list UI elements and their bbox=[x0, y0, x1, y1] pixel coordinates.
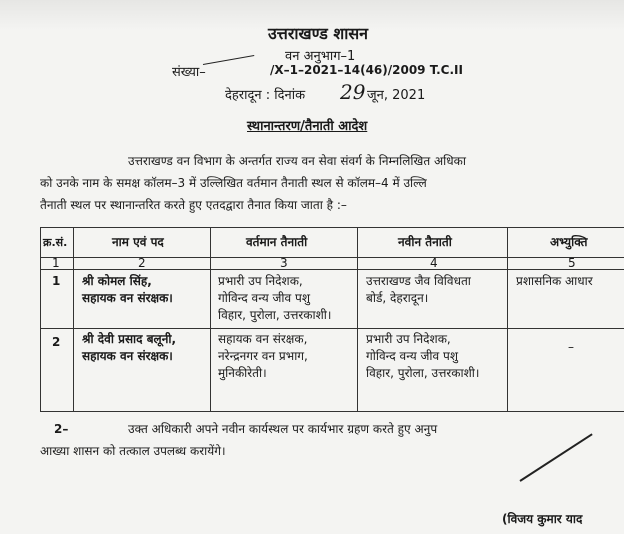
para2-number: 2– bbox=[54, 422, 69, 436]
row2-name: श्री देवी प्रसाद बलूनी, bbox=[82, 332, 177, 346]
number-value: /X–1–2021–14(46)/2009 T.C.II bbox=[270, 63, 463, 77]
intro-line-2: को उनके नाम के समक्ष कॉलम–3 में उल्लिखित वर्तमान तैनाती स्थल से कॉलम–4 में उल्लि bbox=[40, 176, 427, 190]
row1-current-3: विहार, पुरोला, उत्तरकाशी। bbox=[218, 308, 332, 322]
colnum-3: 3 bbox=[280, 256, 288, 270]
table-col-divider bbox=[507, 227, 508, 412]
handwritten-number-stroke bbox=[203, 55, 254, 65]
table-colnum-divider bbox=[40, 269, 624, 270]
date-rest: जून, 2021 bbox=[367, 88, 426, 103]
row2-current-2: नरेन्द्रनगर वन प्रभाग, bbox=[218, 349, 308, 363]
colnum-5: 5 bbox=[568, 256, 576, 270]
row2-current-1: सहायक वन संरक्षक, bbox=[218, 332, 308, 346]
place-date-prefix: देहरादून : दिनांक bbox=[225, 88, 306, 103]
para2-line-1: उक्त अधिकारी अपने नवीन कार्यस्थल पर कार्यभार ग्रहण करते हुए अनुप bbox=[128, 422, 438, 436]
department-line: वन अनुभाग–1 bbox=[285, 49, 356, 64]
header-new: नवीन तैनाती bbox=[398, 235, 452, 249]
row2-designation: सहायक वन संरक्षक। bbox=[82, 349, 173, 363]
header-sn: क्र.सं. bbox=[43, 236, 68, 249]
table-border-top bbox=[40, 227, 624, 228]
order-title: स्थानान्तरण/तैनाती आदेश bbox=[247, 119, 368, 134]
table-header-divider bbox=[40, 257, 624, 258]
signatory-name: (विजय कुमार याद bbox=[502, 512, 583, 526]
row2-sn: 2 bbox=[52, 335, 61, 349]
row2-new-3: विहार, पुरोला, उत्तरकाशी। bbox=[366, 366, 480, 380]
intro-line-3: तैनाती स्थल पर स्थानान्तरित करते हुए एतदद्वारा तैनात किया जाता है :– bbox=[40, 198, 347, 212]
table-col-divider bbox=[210, 227, 211, 412]
table-row-divider bbox=[40, 328, 624, 329]
intro-line-1: उत्तराखण्ड वन विभाग के अन्तर्गत राज्य वन सेवा संवर्ग के निम्नलिखित अधिका bbox=[128, 154, 466, 168]
number-label: संख्या– bbox=[172, 65, 206, 80]
colnum-2: 2 bbox=[138, 256, 146, 270]
header-name: नाम एवं पद bbox=[112, 235, 164, 249]
row1-designation: सहायक वन संरक्षक। bbox=[82, 291, 173, 305]
government-title: उत्तराखण्ड शासन bbox=[268, 24, 369, 43]
row1-new-2: बोर्ड, देहरादून। bbox=[366, 291, 429, 305]
row1-sn: 1 bbox=[52, 274, 61, 288]
row1-current-1: प्रभारी उप निदेशक, bbox=[218, 274, 303, 288]
row1-remark: प्रशासनिक आधार bbox=[516, 274, 593, 288]
table-col-divider bbox=[357, 227, 358, 412]
colnum-4: 4 bbox=[430, 256, 438, 270]
row2-current-3: मुनिकीरेती। bbox=[218, 366, 267, 380]
header-current: वर्तमान तैनाती bbox=[246, 235, 308, 249]
row2-new-1: प्रभारी उप निदेशक, bbox=[366, 332, 451, 346]
row1-current-2: गोविन्द वन्य जीव पशु bbox=[218, 291, 310, 305]
table-border-bottom bbox=[40, 411, 624, 412]
row1-new-1: उत्तराखण्ड जैव विविधता bbox=[366, 274, 471, 288]
date-day-handwritten: 29 bbox=[340, 80, 366, 104]
table-col-divider bbox=[73, 227, 74, 412]
transfer-table bbox=[40, 227, 624, 412]
para2-line-2: आख्या शासन को तत्काल उपलब्ध करायेंगे। bbox=[40, 444, 226, 458]
signature-stroke bbox=[519, 433, 592, 482]
colnum-1: 1 bbox=[52, 256, 60, 270]
row2-remark: – bbox=[568, 340, 574, 354]
header-remarks: अभ्युक्ति bbox=[550, 235, 588, 249]
row1-name: श्री कोमल सिंह, bbox=[82, 274, 152, 288]
row2-new-2: गोविन्द वन्य जीव पशु bbox=[366, 349, 458, 363]
table-border-left bbox=[40, 227, 41, 412]
